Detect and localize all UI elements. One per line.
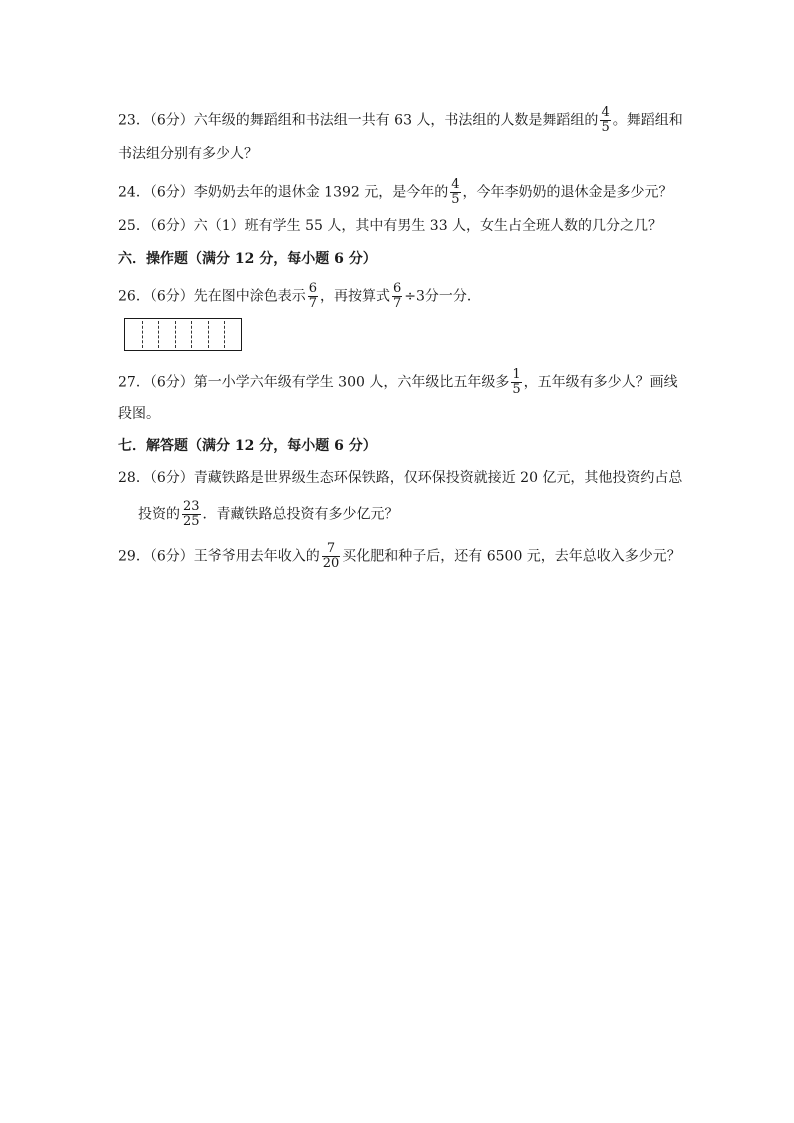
q29-text-b: 买化肥和种子后，还有 6500 元，去年总收入多少元？ bbox=[342, 548, 681, 565]
question-28-line-1: 28．（6分）青藏铁路是世界级生态环保铁路，仅环保投资就接近 20 亿元，其他投资约占总 bbox=[118, 470, 683, 486]
q26-text-b: ，再按算式 bbox=[320, 288, 391, 305]
grid-divider-line bbox=[224, 321, 225, 348]
question-26 bbox=[118, 282, 481, 311]
q26-fraction-2-denominator: 7 bbox=[393, 296, 402, 311]
q29-text-a: 29．（6分）王爷爷用去年收入的 bbox=[118, 548, 320, 565]
section-7-heading: 七．解答题（满分 12 分，每小题 6 分） bbox=[118, 438, 377, 454]
q26-fraction-1-denominator: 7 bbox=[308, 296, 318, 311]
q23-text-b: 。舞蹈组和 bbox=[612, 112, 683, 129]
q28-fraction-denominator: 25 bbox=[183, 514, 200, 529]
q26-fraction-1 bbox=[308, 282, 318, 311]
q24-fraction-numerator: 4 bbox=[451, 177, 460, 192]
grid-divider-line bbox=[158, 321, 159, 348]
q23-fraction-denominator: 5 bbox=[601, 120, 610, 135]
question-27-line-2: 段图。 bbox=[118, 406, 160, 422]
q23-fraction bbox=[600, 106, 610, 135]
q26-text-c: ÷3分一分． bbox=[404, 288, 481, 305]
q27-fraction bbox=[511, 368, 521, 397]
question-29 bbox=[118, 542, 681, 571]
q29-fraction-denominator: 20 bbox=[322, 556, 340, 571]
q26-text-a: 26．（6分）先在图中涂色表示 bbox=[118, 288, 306, 305]
q26-fraction-2 bbox=[392, 282, 402, 311]
q24-fraction bbox=[450, 178, 460, 207]
q27-text-a: 27．（6分）第一小学六年级有学生 300 人，六年级比五年级多 bbox=[118, 374, 510, 391]
q24-fraction-denominator: 5 bbox=[451, 192, 460, 207]
grid-divider-line bbox=[175, 321, 176, 348]
q27-fraction-numerator: 1 bbox=[512, 367, 521, 382]
q26-fraction-2-numerator: 6 bbox=[393, 281, 402, 296]
q24-text-a: 24．（6分）李奶奶去年的退休金 1392 元，是今年的 bbox=[118, 184, 449, 201]
question-24 bbox=[118, 178, 673, 207]
question-27-line-1 bbox=[118, 368, 678, 397]
grid-divider-line bbox=[191, 321, 192, 348]
q27-text-b: ，五年级有多少人？画线 bbox=[523, 374, 678, 391]
q24-text-b: ，今年李奶奶的退休金是多少元？ bbox=[462, 184, 673, 201]
question-25: 25．（6分）六（1）班有学生 55 人，其中有男生 33 人，女生占全班人数的几分之几？ bbox=[118, 218, 663, 234]
grid-divider-line bbox=[142, 321, 143, 348]
q29-fraction bbox=[322, 542, 341, 571]
q28-text-b: ．青藏铁路总投资有多少亿元？ bbox=[202, 506, 399, 523]
question-28-line-2 bbox=[138, 500, 399, 529]
fraction-shading-grid[interactable] bbox=[124, 318, 242, 351]
q27-fraction-denominator: 5 bbox=[512, 382, 521, 397]
q23-text-a: 23．（6分）六年级的舞蹈组和书法组一共有 63 人，书法组的人数是舞蹈组的 bbox=[118, 112, 599, 129]
q28-text-a: 投资的 bbox=[138, 506, 180, 523]
q26-fraction-1-numerator: 6 bbox=[308, 281, 318, 296]
q28-fraction-numerator: 23 bbox=[183, 499, 200, 514]
section-6-heading: 六．操作题（满分 12 分，每小题 6 分） bbox=[118, 251, 377, 267]
question-23-line-1 bbox=[118, 106, 683, 135]
q28-fraction bbox=[182, 500, 201, 529]
grid-divider-line bbox=[208, 321, 209, 348]
q23-fraction-numerator: 4 bbox=[601, 105, 610, 120]
q29-fraction-numerator: 7 bbox=[326, 541, 336, 556]
question-23-line-2: 书法组分别有多少人？ bbox=[118, 146, 258, 162]
